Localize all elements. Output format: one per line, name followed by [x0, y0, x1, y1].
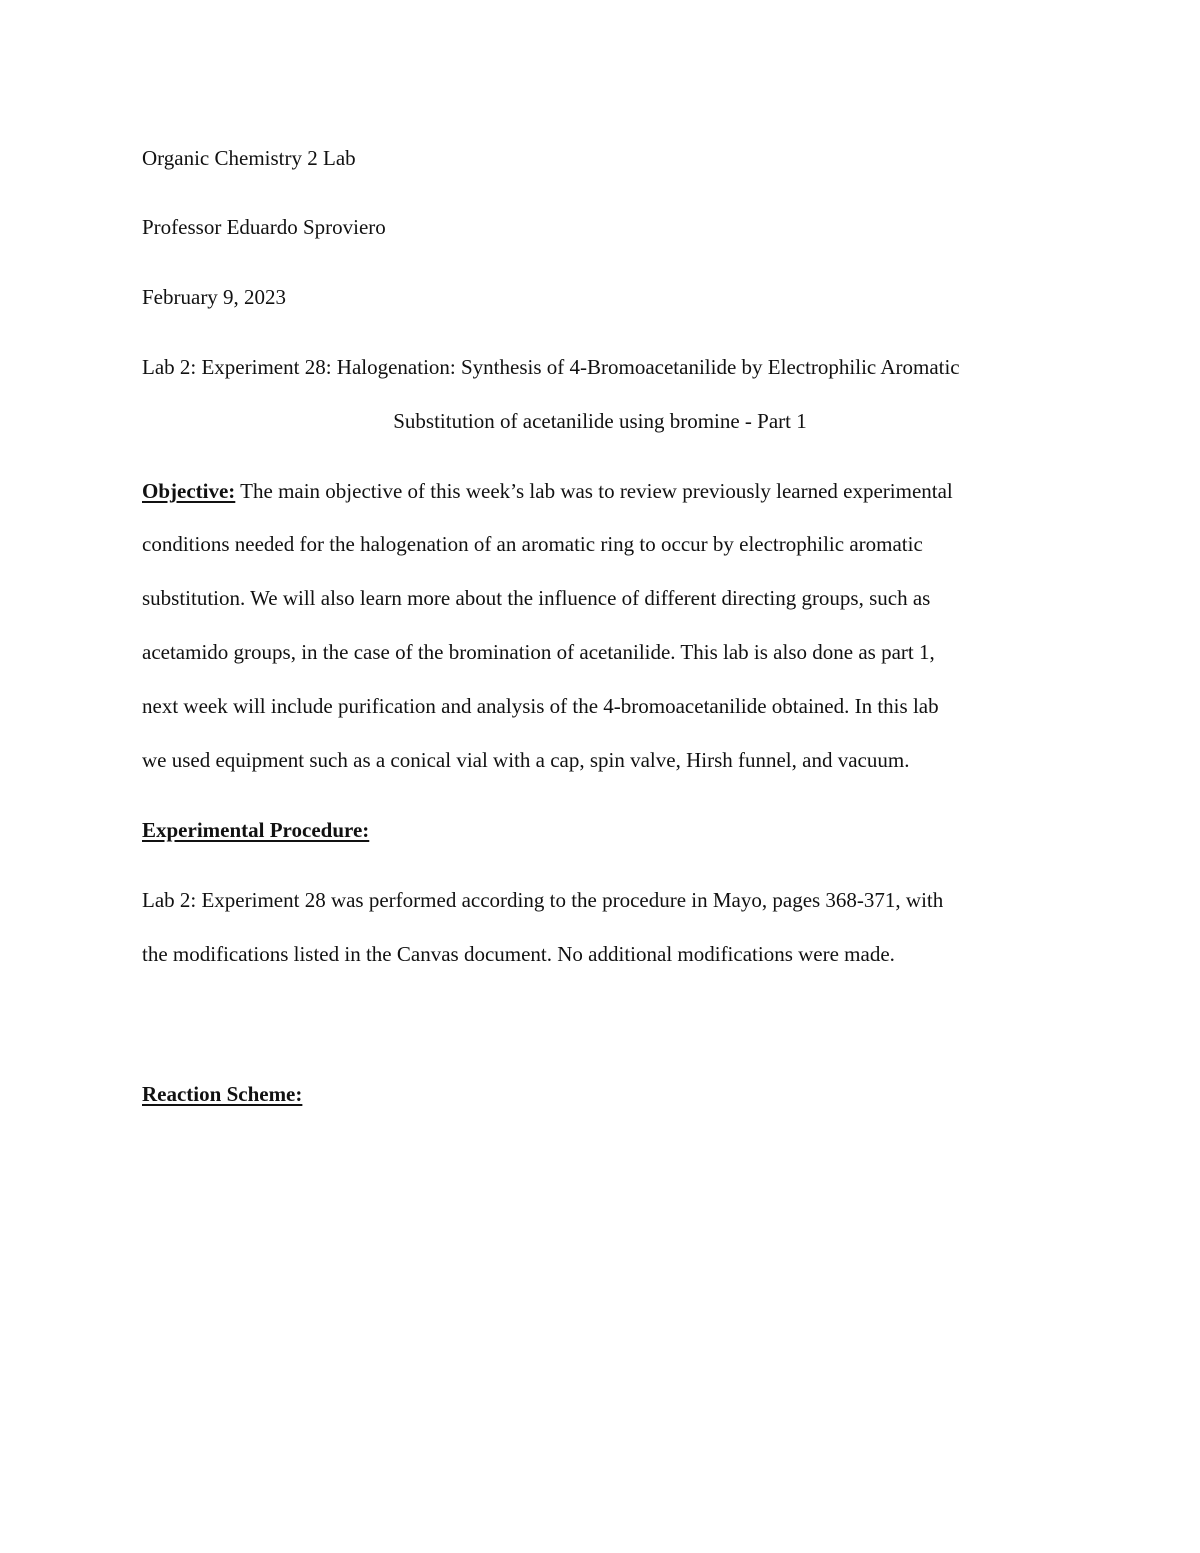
report-date: February 9, 2023	[142, 285, 287, 309]
report-title-line-2: Substitution of acetanilide using bromine - Part 1	[393, 409, 807, 433]
objective-line-1	[142, 478, 953, 504]
objective-text-1: The main objective of this week’s lab was to review previously learned experimental	[235, 479, 953, 503]
professor-name: Professor Eduardo Sproviero	[142, 215, 386, 239]
reaction-scheme-heading: Reaction Scheme:	[142, 1082, 303, 1106]
objective-line-4: acetamido groups, in the case of the bromination of acetanilide. This lab is also done as part 1,	[142, 640, 935, 664]
procedure-line-1: Lab 2: Experiment 28 was performed according to the procedure in Mayo, pages 368-371, with	[142, 888, 944, 912]
report-title-line-1: Lab 2: Experiment 28: Halogenation: Synthesis of 4-Bromoacetanilide by Electrophilic Aromatic	[142, 355, 960, 379]
objective-line-6: we used equipment such as a conical vial with a cap, spin valve, Hirsh funnel, and vacuum.	[142, 748, 910, 772]
procedure-heading: Experimental Procedure:	[142, 818, 370, 842]
objective-line-5: next week will include purification and analysis of the 4-bromoacetanilide obtained. In this lab	[142, 694, 939, 718]
objective-line-2: conditions needed for the halogenation of an aromatic ring to occur by electrophilic aromatic	[142, 532, 923, 556]
procedure-line-2: the modifications listed in the Canvas document. No additional modifications were made.	[142, 942, 895, 966]
objective-line-3: substitution. We will also learn more about the influence of different directing groups, such as	[142, 586, 931, 610]
course-name: Organic Chemistry 2 Lab	[142, 146, 356, 170]
objective-heading: Objective:	[142, 479, 236, 503]
